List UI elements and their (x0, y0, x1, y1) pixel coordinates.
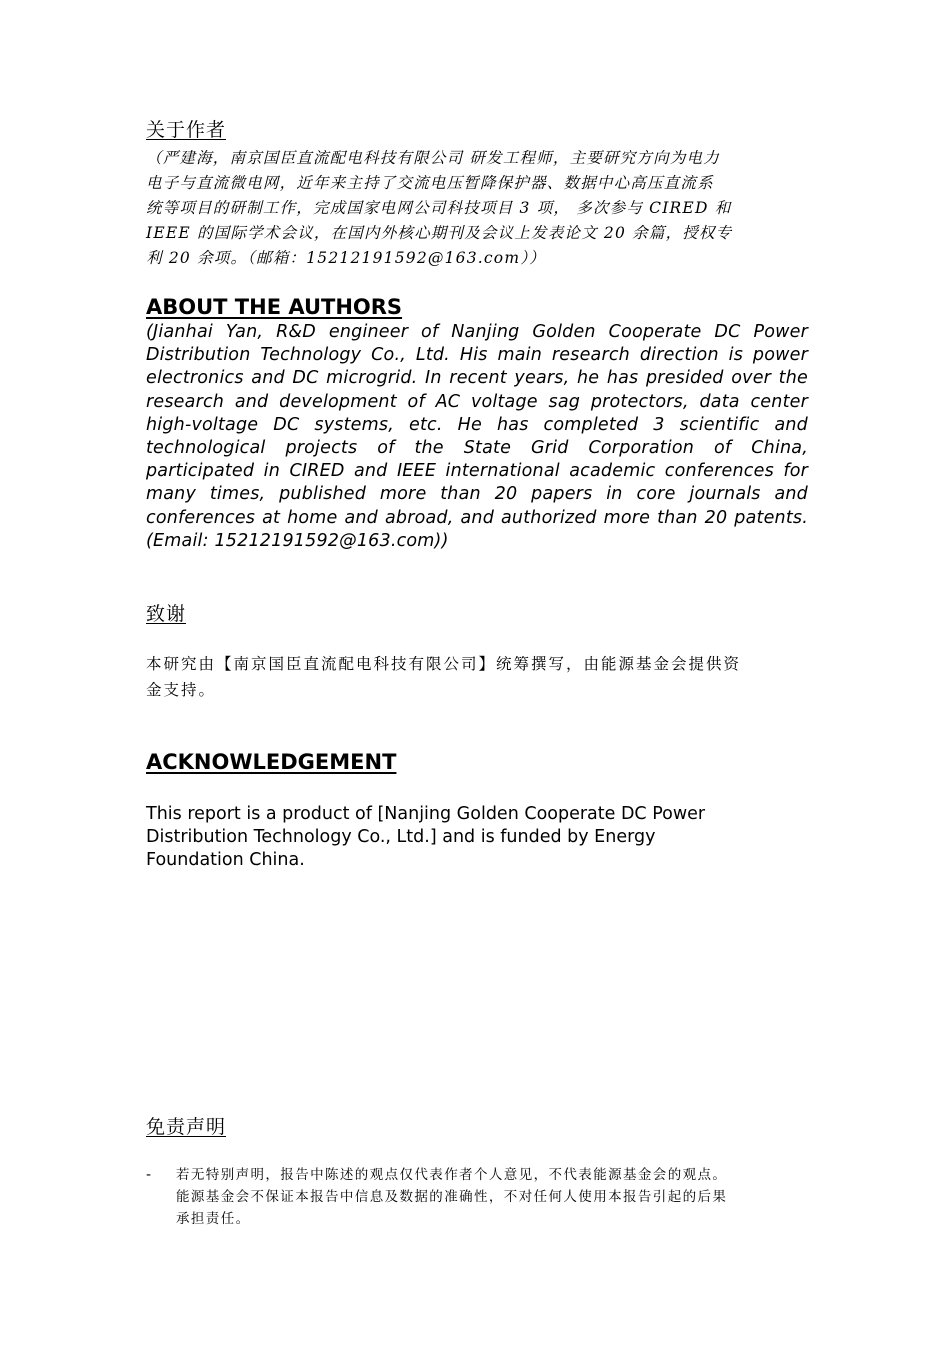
acknowledgement-cn-line: 金支持。 (146, 681, 217, 699)
about-authors-en-heading: ABOUT THE AUTHORS (146, 295, 403, 319)
about-authors-cn-line: 利 20 余项。（邮箱：15212191592@163.com）） (146, 249, 546, 267)
about-authors-cn-line: （严建海，南京国臣直流配电科技有限公司 研发工程师，主要研究方向为电力 (146, 149, 720, 167)
acknowledgement-en-heading: ACKNOWLEDGEMENT (146, 750, 397, 774)
acknowledgement-cn-paragraph (146, 651, 808, 703)
about-authors-cn-heading: 关于作者 (146, 119, 227, 141)
disclaimer-cn-paragraph (176, 1164, 808, 1230)
acknowledgement-en-line: Distribution Technology Co., Ltd.] and is funded by Energy (146, 827, 656, 848)
about-authors-cn-line: IEEE 的国际学术会议，在国内外核心期刊及会议上发表论文 20 余篇，授权专 (146, 224, 733, 242)
about-authors-cn-line: 电子与直流微电网，近年来主持了交流电压暂降保护器、数据中心高压直流系 (146, 174, 714, 192)
document-page (146, 0, 808, 1345)
list-bullet-marker: - (146, 1167, 152, 1183)
acknowledgement-cn-heading: 致谢 (146, 603, 187, 625)
acknowledgement-en-line: This report is a product of [Nanjing Golden Cooperate DC Power (146, 804, 706, 824)
disclaimer-cn-line: 能源基金会不保证本报告中信息及数据的准确性，不对任何人使用本报告引起的后果 (176, 1189, 728, 1205)
about-authors-en-paragraph: (Jianhai Yan, R&D engineer of Nanjing Golden Cooperate DC Power Distribution Technology Co., Ltd. His main research direction is power electronics and DC microgrid. In recent years, he has presided over the research and development of AC voltage sag protectors, data center high-voltage DC systems, etc. He has completed 3 scientific and technological projects of the State Grid Corporation of China, participated in CIRED and IEEE international academic conferences for many times, published more than 20 papers in core journals and conferences at home and abroad, and authorized more than 20 patents. (Email: 15212191592@163.com)) (146, 322, 808, 551)
acknowledgement-en-paragraph (146, 803, 808, 873)
acknowledgement-cn-line: 本研究由【南京国臣直流配电科技有限公司】统筹撰写，由能源基金会提供资 (146, 655, 742, 673)
disclaimer-cn-line: 若无特别声明，报告中陈述的观点仅代表作者个人意见，不代表能源基金会的观点。 (176, 1167, 728, 1183)
about-authors-cn-paragraph (146, 146, 808, 271)
acknowledgement-en-line: Foundation China. (146, 850, 305, 871)
disclaimer-cn-line: 承担责任。 (176, 1211, 251, 1227)
about-authors-cn-line: 统等项目的研制工作，完成国家电网公司科技项目 3 项， 多次参与 CIRED 和 (146, 199, 732, 217)
disclaimer-cn-heading: 免责声明 (146, 1116, 227, 1138)
